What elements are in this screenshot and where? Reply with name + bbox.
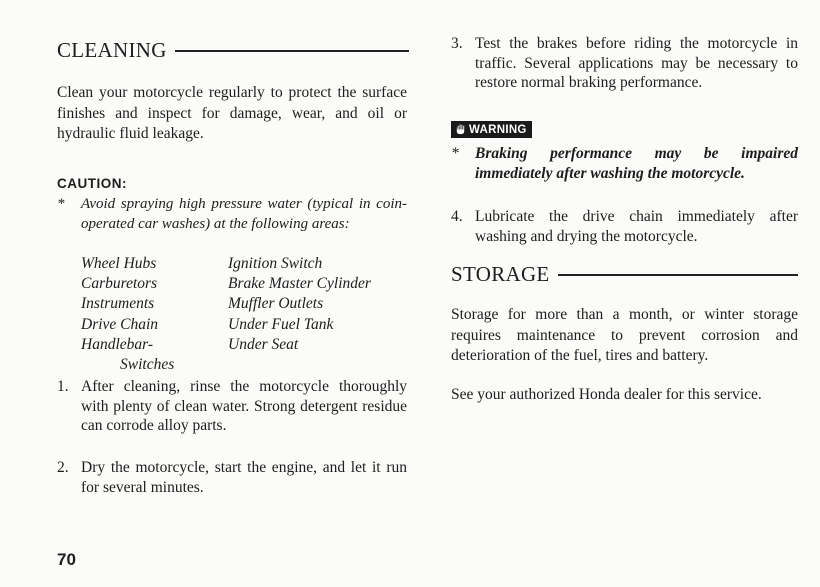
step-text: Test the brakes before riding the motorcycle in traffic. Several applications may be necessary to restore normal braking performance. <box>475 35 798 91</box>
storage-title: STORAGE <box>451 262 550 286</box>
area-item: Ignition Switch <box>228 255 323 272</box>
step-4 <box>451 207 798 246</box>
area-item: Under Seat <box>228 336 299 353</box>
step-number: 1. <box>57 378 69 395</box>
warning-text: Braking performance may be impaired immediately after washing the motorcycle. <box>475 145 798 182</box>
area-item: Carburetors <box>81 275 158 292</box>
hand-warning-icon <box>454 123 467 136</box>
warning-bullet: * <box>451 145 459 162</box>
step-number: 3. <box>451 35 463 52</box>
step-text: Dry the motorcycle, start the engine, and let it run for several minutes. <box>81 459 407 496</box>
caution-text: Avoid spraying high pressure water (typical in coin-operated car washes) at the following areas: <box>81 196 407 232</box>
warning-badge <box>451 121 532 138</box>
storage-dealer-note: See your authorized Honda dealer for this service. <box>451 386 762 403</box>
area-item: Drive Chain <box>81 316 159 333</box>
heading-rule <box>175 50 409 52</box>
step-text: After cleaning, rinse the motorcycle thoroughly with plenty of clean water. Strong detergent residue can corrode alloy parts. <box>81 378 407 434</box>
area-item: Switches <box>120 356 175 373</box>
page-number: 70 <box>57 550 76 569</box>
warning-note <box>451 144 798 183</box>
area-item: Brake Master Cylinder <box>228 275 371 292</box>
step-number: 4. <box>451 208 463 225</box>
step-1 <box>57 377 407 436</box>
step-text: Lubricate the drive chain immediately after washing and drying the motorcycle. <box>475 208 798 245</box>
warning-label: WARNING <box>469 123 527 136</box>
cleaning-intro: Clean your motorcycle regularly to protect the surface finishes and inspect for damage, wear, and oil or hydraulic fluid leakage. <box>57 84 407 142</box>
area-item: Under Fuel Tank <box>228 316 334 333</box>
step-2 <box>57 458 407 497</box>
caution-note <box>57 195 407 234</box>
heading-rule <box>558 274 798 276</box>
area-item: Instruments <box>81 295 155 312</box>
wash-areas-list <box>81 254 407 378</box>
storage-paragraph: Storage for more than a month, or winter storage requires maintenance to prevent corrosion and deterioration of the fuel, tires and battery. <box>451 306 798 364</box>
area-item: Wheel Hubs <box>81 255 157 272</box>
cleaning-title: CLEANING <box>57 38 167 62</box>
area-item: Handlebar- <box>81 336 154 353</box>
storage-heading <box>451 262 798 287</box>
step-number: 2. <box>57 459 69 476</box>
caution-label: CAUTION: <box>57 176 127 191</box>
caution-bullet: * <box>57 196 65 212</box>
step-3 <box>451 34 798 93</box>
cleaning-heading <box>57 38 409 63</box>
area-item: Muffler Outlets <box>228 295 324 312</box>
